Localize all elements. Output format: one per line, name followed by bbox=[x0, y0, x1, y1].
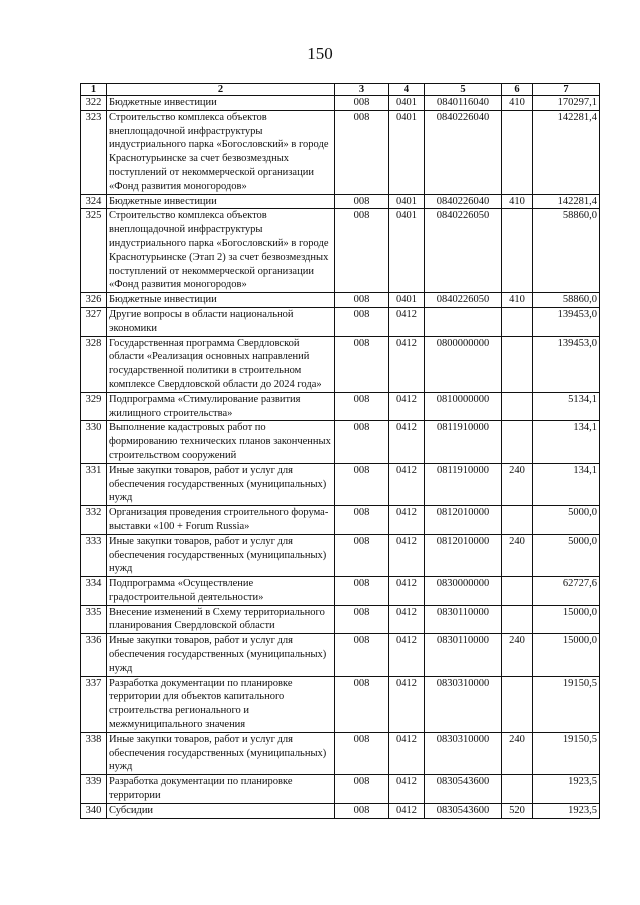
expense-type-cell bbox=[502, 209, 533, 293]
row-number-cell: 323 bbox=[81, 110, 107, 194]
table-row bbox=[81, 463, 600, 505]
target-article-cell bbox=[425, 307, 502, 336]
section-code-cell: 0412 bbox=[389, 605, 425, 634]
item-name-cell: Подпрограмма «Стимулирование развития жилищного строительства» bbox=[107, 392, 335, 421]
target-article-cell: 0810000000 bbox=[425, 392, 502, 421]
header-cell: 6 bbox=[502, 84, 533, 96]
target-article-cell: 0812010000 bbox=[425, 534, 502, 576]
item-name-cell: Подпрограмма «Осуществление градостроительной деятельности» bbox=[107, 577, 335, 606]
target-article-cell: 0840226040 bbox=[425, 194, 502, 209]
section-code-cell: 0412 bbox=[389, 421, 425, 463]
ministry-code-cell: 008 bbox=[335, 110, 389, 194]
expense-type-cell bbox=[502, 392, 533, 421]
expense-type-cell: 410 bbox=[502, 194, 533, 209]
amount-cell: 139453,0 bbox=[533, 307, 600, 336]
section-code-cell: 0401 bbox=[389, 96, 425, 111]
amount-cell: 134,1 bbox=[533, 463, 600, 505]
expense-type-cell bbox=[502, 676, 533, 732]
row-number-cell: 328 bbox=[81, 336, 107, 392]
target-article-cell: 0811910000 bbox=[425, 463, 502, 505]
row-number-cell: 325 bbox=[81, 209, 107, 293]
amount-cell: 1923,5 bbox=[533, 803, 600, 818]
header-cell: 7 bbox=[533, 84, 600, 96]
ministry-code-cell: 008 bbox=[335, 803, 389, 818]
section-code-cell: 0412 bbox=[389, 506, 425, 535]
amount-cell: 19150,5 bbox=[533, 676, 600, 732]
row-number-cell: 336 bbox=[81, 634, 107, 676]
header-cell: 4 bbox=[389, 84, 425, 96]
row-number-cell: 324 bbox=[81, 194, 107, 209]
table-row bbox=[81, 676, 600, 732]
section-code-cell: 0412 bbox=[389, 634, 425, 676]
table-row bbox=[81, 506, 600, 535]
row-number-cell: 329 bbox=[81, 392, 107, 421]
ministry-code-cell: 008 bbox=[335, 194, 389, 209]
item-name-cell: Строительство комплекса объектов внеплощадочной инфраструктуры индустриального парка «Богословский» в городе Краснотурьинске (Этап 2) за счет безвозмездных поступлений от некоммерческой организации «Фонд развития моногородов» bbox=[107, 209, 335, 293]
ministry-code-cell: 008 bbox=[335, 577, 389, 606]
expense-type-cell bbox=[502, 307, 533, 336]
amount-cell: 170297,1 bbox=[533, 96, 600, 111]
page-number: 150 bbox=[307, 44, 333, 63]
table-row bbox=[81, 577, 600, 606]
item-name-cell: Иные закупки товаров, работ и услуг для обеспечения государственных (муниципальных) нужд bbox=[107, 634, 335, 676]
table-row bbox=[81, 209, 600, 293]
header-cell: 2 bbox=[107, 84, 335, 96]
table-body bbox=[81, 96, 600, 819]
row-number-cell: 327 bbox=[81, 307, 107, 336]
ministry-code-cell: 008 bbox=[335, 307, 389, 336]
item-name-cell: Выполнение кадастровых работ по формированию технических планов законченных строительством сооружений bbox=[107, 421, 335, 463]
target-article-cell: 0830110000 bbox=[425, 605, 502, 634]
item-name-cell: Внесение изменений в Схему территориального планирования Свердловской области bbox=[107, 605, 335, 634]
ministry-code-cell: 008 bbox=[335, 293, 389, 308]
ministry-code-cell: 008 bbox=[335, 732, 389, 774]
amount-cell: 134,1 bbox=[533, 421, 600, 463]
item-name-cell: Строительство комплекса объектов внеплощадочной инфраструктуры индустриального парка «Богословский» в городе Краснотурьинске за счет безвозмездных поступлений от некоммерческой организации «Фонд развития моногородов» bbox=[107, 110, 335, 194]
table-row bbox=[81, 96, 600, 111]
item-name-cell: Разработка документации по планировке территории для объектов капитального строительства регионального и межмуниципального значения bbox=[107, 676, 335, 732]
target-article-cell: 0830543600 bbox=[425, 803, 502, 818]
amount-cell: 15000,0 bbox=[533, 605, 600, 634]
item-name-cell: Бюджетные инвестиции bbox=[107, 96, 335, 111]
target-article-cell: 0830000000 bbox=[425, 577, 502, 606]
header-cell: 5 bbox=[425, 84, 502, 96]
amount-cell: 62727,6 bbox=[533, 577, 600, 606]
target-article-cell: 0840226040 bbox=[425, 110, 502, 194]
amount-cell: 142281,4 bbox=[533, 110, 600, 194]
ministry-code-cell: 008 bbox=[335, 392, 389, 421]
expense-type-cell bbox=[502, 775, 533, 804]
expense-type-cell bbox=[502, 577, 533, 606]
amount-cell: 142281,4 bbox=[533, 194, 600, 209]
expense-type-cell: 240 bbox=[502, 634, 533, 676]
target-article-cell: 0811910000 bbox=[425, 421, 502, 463]
ministry-code-cell: 008 bbox=[335, 336, 389, 392]
table-row bbox=[81, 605, 600, 634]
target-article-cell: 0830310000 bbox=[425, 676, 502, 732]
expense-type-cell: 240 bbox=[502, 463, 533, 505]
section-code-cell: 0412 bbox=[389, 803, 425, 818]
section-code-cell: 0401 bbox=[389, 209, 425, 293]
ministry-code-cell: 008 bbox=[335, 534, 389, 576]
section-code-cell: 0412 bbox=[389, 676, 425, 732]
section-code-cell: 0412 bbox=[389, 732, 425, 774]
row-number-cell: 332 bbox=[81, 506, 107, 535]
expense-type-cell bbox=[502, 506, 533, 535]
item-name-cell: Субсидии bbox=[107, 803, 335, 818]
ministry-code-cell: 008 bbox=[335, 96, 389, 111]
amount-cell: 1923,5 bbox=[533, 775, 600, 804]
ministry-code-cell: 008 bbox=[335, 421, 389, 463]
row-number-cell: 331 bbox=[81, 463, 107, 505]
amount-cell: 19150,5 bbox=[533, 732, 600, 774]
ministry-code-cell: 008 bbox=[335, 676, 389, 732]
amount-cell: 5000,0 bbox=[533, 506, 600, 535]
target-article-cell: 0830310000 bbox=[425, 732, 502, 774]
ministry-code-cell: 008 bbox=[335, 506, 389, 535]
table-row bbox=[81, 803, 600, 818]
target-article-cell: 0830110000 bbox=[425, 634, 502, 676]
item-name-cell: Бюджетные инвестиции bbox=[107, 194, 335, 209]
section-code-cell: 0401 bbox=[389, 293, 425, 308]
budget-table bbox=[80, 83, 600, 819]
header-cell: 3 bbox=[335, 84, 389, 96]
header-cell: 1 bbox=[81, 84, 107, 96]
table-row bbox=[81, 336, 600, 392]
expense-type-cell: 240 bbox=[502, 732, 533, 774]
row-number-cell: 335 bbox=[81, 605, 107, 634]
table-row bbox=[81, 534, 600, 576]
ministry-code-cell: 008 bbox=[335, 209, 389, 293]
ministry-code-cell: 008 bbox=[335, 775, 389, 804]
row-number-cell: 330 bbox=[81, 421, 107, 463]
amount-cell: 58860,0 bbox=[533, 293, 600, 308]
table-row bbox=[81, 194, 600, 209]
row-number-cell: 334 bbox=[81, 577, 107, 606]
item-name-cell: Иные закупки товаров, работ и услуг для обеспечения государственных (муниципальных) нужд bbox=[107, 732, 335, 774]
row-number-cell: 337 bbox=[81, 676, 107, 732]
section-code-cell: 0412 bbox=[389, 307, 425, 336]
target-article-cell: 0840116040 bbox=[425, 96, 502, 111]
item-name-cell: Другие вопросы в области национальной экономики bbox=[107, 307, 335, 336]
row-number-cell: 339 bbox=[81, 775, 107, 804]
section-code-cell: 0412 bbox=[389, 336, 425, 392]
item-name-cell: Организация проведения строительного форума-выставки «100 + Forum Russia» bbox=[107, 506, 335, 535]
table-row bbox=[81, 293, 600, 308]
target-article-cell: 0840226050 bbox=[425, 209, 502, 293]
item-name-cell: Иные закупки товаров, работ и услуг для обеспечения государственных (муниципальных) нужд bbox=[107, 534, 335, 576]
table-row bbox=[81, 421, 600, 463]
expense-type-cell bbox=[502, 110, 533, 194]
item-name-cell: Иные закупки товаров, работ и услуг для обеспечения государственных (муниципальных) нужд bbox=[107, 463, 335, 505]
amount-cell: 5134,1 bbox=[533, 392, 600, 421]
section-code-cell: 0401 bbox=[389, 194, 425, 209]
target-article-cell: 0830543600 bbox=[425, 775, 502, 804]
row-number-cell: 326 bbox=[81, 293, 107, 308]
section-code-cell: 0401 bbox=[389, 110, 425, 194]
ministry-code-cell: 008 bbox=[335, 605, 389, 634]
table-row bbox=[81, 732, 600, 774]
row-number-cell: 322 bbox=[81, 96, 107, 111]
section-code-cell: 0412 bbox=[389, 775, 425, 804]
amount-cell: 5000,0 bbox=[533, 534, 600, 576]
ministry-code-cell: 008 bbox=[335, 463, 389, 505]
amount-cell: 139453,0 bbox=[533, 336, 600, 392]
row-number-cell: 338 bbox=[81, 732, 107, 774]
table-row bbox=[81, 634, 600, 676]
target-article-cell: 0840226050 bbox=[425, 293, 502, 308]
section-code-cell: 0412 bbox=[389, 392, 425, 421]
expense-type-cell: 520 bbox=[502, 803, 533, 818]
table-row bbox=[81, 307, 600, 336]
ministry-code-cell: 008 bbox=[335, 634, 389, 676]
target-article-cell: 0812010000 bbox=[425, 506, 502, 535]
amount-cell: 58860,0 bbox=[533, 209, 600, 293]
section-code-cell: 0412 bbox=[389, 577, 425, 606]
table-row bbox=[81, 775, 600, 804]
expense-type-cell: 410 bbox=[502, 96, 533, 111]
table-header-row bbox=[81, 84, 600, 96]
expense-type-cell bbox=[502, 421, 533, 463]
item-name-cell: Бюджетные инвестиции bbox=[107, 293, 335, 308]
section-code-cell: 0412 bbox=[389, 534, 425, 576]
item-name-cell: Государственная программа Свердловской области «Реализация основных направлений государственной политики в строительном комплексе Свердловской области до 2024 года» bbox=[107, 336, 335, 392]
amount-cell: 15000,0 bbox=[533, 634, 600, 676]
expense-type-cell bbox=[502, 336, 533, 392]
table-row bbox=[81, 110, 600, 194]
row-number-cell: 333 bbox=[81, 534, 107, 576]
target-article-cell: 0800000000 bbox=[425, 336, 502, 392]
section-code-cell: 0412 bbox=[389, 463, 425, 505]
row-number-cell: 340 bbox=[81, 803, 107, 818]
item-name-cell: Разработка документации по планировке территории bbox=[107, 775, 335, 804]
expense-type-cell bbox=[502, 605, 533, 634]
expense-type-cell: 240 bbox=[502, 534, 533, 576]
expense-type-cell: 410 bbox=[502, 293, 533, 308]
table-row bbox=[81, 392, 600, 421]
